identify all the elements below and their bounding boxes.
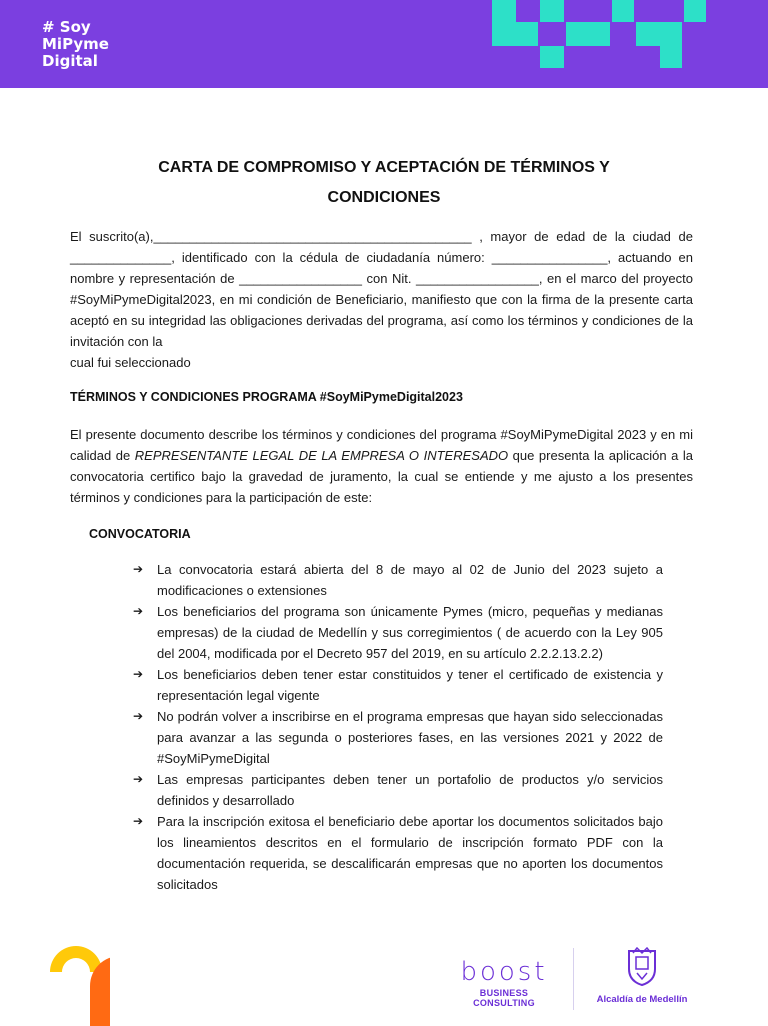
description-text-2: que presenta la aplicación a la convocatoria certifico bajo la gravedad de juramento, la cual se entiende y me ajusto a los presentes términos y condiciones para la participación de este:	[70, 448, 693, 505]
intro-last-line: cual fui seleccionado	[70, 355, 191, 370]
list-item-text: Los beneficiarios del programa son únicamente Pymes (micro, pequeñas y medianas empresas) de la ciudad de Medellín y sus corregimientos ( de acuerdo con la Ley 905 del 2004, modificada por el Decreto 957 del 2019, en su artículo 2.2.2.13.2.2)	[157, 604, 663, 661]
coat-of-arms-icon	[625, 947, 659, 987]
intro-text: El suscrito(a),____________________________________________ , mayor de edad de la ciudad de ______________, identificado con la cédula de ciudadanía número: ________________, actuando en nombre y representación de _________________ con Nit. _________________, en el marco del proyecto #SoyMiPymeDigital2023, en mi condición de Beneficiario, manifiesto que con la firma de la presente carta aceptó en su integridad las obligaciones derivadas del programa, así como los términos y condiciones de la invitación con la	[70, 229, 693, 349]
convocatoria-bullet-list	[133, 559, 663, 895]
footer-divider	[573, 948, 574, 1010]
intro-paragraph	[70, 226, 693, 373]
arrow-icon: ➔	[133, 772, 144, 786]
list-item-text: La convocatoria estará abierta del 8 de mayo al 02 de Junio del 2023 sujeto a modificaciones o extensiones	[157, 562, 663, 598]
header-banner	[0, 0, 768, 88]
arrow-icon: ➔	[133, 667, 144, 681]
list-item-text: No podrán volver a inscribirse en el programa empresas que hayan sido seleccionadas para avanzar a las segunda o posteriores fases, en las versiones 2021 y 2022 de #SoyMiPymeDigital	[157, 709, 663, 766]
arrow-icon: ➔	[133, 814, 144, 828]
list-item	[133, 559, 663, 601]
arrow-icon: ➔	[133, 604, 144, 618]
title-line-2: CONDICIONES	[327, 189, 441, 206]
section-heading: TÉRMINOS Y CONDICIONES PROGRAMA #SoyMiPymeDigital2023	[70, 390, 463, 404]
title-line-1: CARTA DE COMPROMISO Y ACEPTACIÓN DE TÉRMINOS Y	[158, 159, 610, 176]
list-item	[133, 706, 663, 769]
soy-mipyme-digital-logo	[42, 19, 109, 70]
logo-line-3: Digital	[42, 52, 98, 70]
logo-line-2: MiPyme	[42, 35, 109, 53]
alcaldia-label: Alcaldía de Medellín	[596, 994, 688, 1005]
list-item	[133, 769, 663, 811]
subsection-heading: CONVOCATORIA	[89, 527, 191, 541]
list-item-text: Las empresas participantes deben tener un portafolio de productos y/o servicios definidos y desarrollado	[157, 772, 663, 808]
logo-line-1: # Soy	[42, 18, 91, 36]
description-text-1: El presente documento describe los términos y condiciones del programa #SoyMiPymeDigital 2023 y en mi calidad de	[70, 427, 693, 463]
arrow-icon: ➔	[133, 709, 144, 723]
boost-logo-text: boost	[460, 957, 548, 987]
decorative-shapes-graphic	[40, 936, 110, 1026]
arrow-icon: ➔	[133, 562, 144, 576]
list-item-text: Para la inscripción exitosa el beneficiario debe aportar los documentos solicitados bajo los lineamientos descritos en el formulario de inscripción formato PDF con la documentación requerida, se descalificarán empresas que no aporten los documentos solicitados	[157, 814, 663, 892]
list-item	[133, 601, 663, 664]
alcaldia-logo	[590, 947, 694, 1005]
boost-logo	[454, 958, 554, 1008]
list-item	[133, 664, 663, 706]
yellow-arc-shape	[50, 946, 102, 972]
document-title	[90, 153, 678, 213]
description-paragraph	[70, 424, 693, 508]
boost-subtitle: BUSINESS CONSULTING	[473, 988, 535, 1008]
description-italic: REPRESENTANTE LEGAL DE LA EMPRESA O INTERESADO	[134, 448, 509, 463]
list-item	[133, 811, 663, 895]
list-item-text: Los beneficiarios deben tener estar constituidos y tener el certificado de existencia y representación legal vigente	[157, 667, 663, 703]
